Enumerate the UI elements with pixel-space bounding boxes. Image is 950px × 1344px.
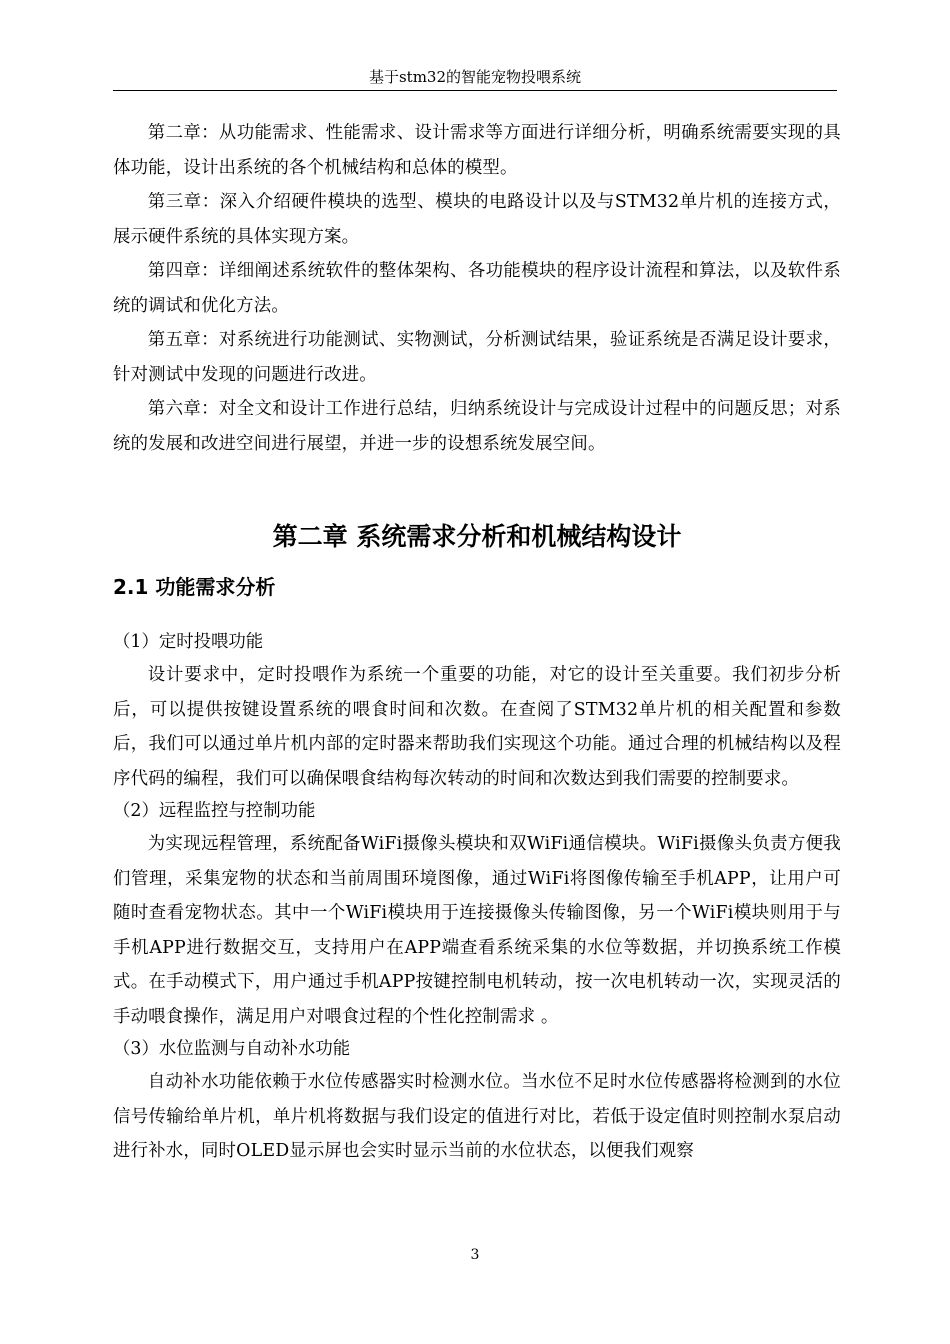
page-number: 3 <box>470 1247 480 1263</box>
section-title: 2.1 功能需求分析 <box>113 575 276 599</box>
page-header: 基于stm32的智能宠物投喂系统 <box>368 68 582 86</box>
item-text-water-level: 自动补水功能依赖于水位传感器实时检测水位。当水位不足时水位传感器将检测到的水位信号传输给单片机，单片机将数据与我们设定的值进行对比，若低于设定值时则控制水泵启动进行补水，同时OLED显示屏也会实时显示当前的水位状态，以便我们观察 <box>113 1072 841 1161</box>
item-label-timed-feeding: （1）定时投喂功能 <box>113 632 264 652</box>
intro-paragraph-chapter4: 第四章：详细阐述系统软件的整体架构、各功能模块的程序设计流程和算法，以及软件系统的调试和优化方法。 <box>113 261 841 316</box>
item-label-water-level: （3）水位监测与自动补水功能 <box>113 1039 351 1059</box>
item-text-remote-monitoring: 为实现远程管理，系统配备WiFi摄像头模块和双WiFi通信模块。WiFi摄像头负责方便我们管理，采集宠物的状态和当前周围环境图像，通过WiFi将图像传输至手机APP，让用户可随时查看宠物状态。其中一个WiFi模块用于连接摄像头传输图像，另一个WiFi模块则用于与手机APP进行数据交互，支持用户在APP端查看系统采集的水位等数据，并切换系统工作模式。在手动模式下，用户通过手机APP按键控制电机转动，按一次电机转动一次，实现灵活的手动喂食操作，满足用户对喂食过程的个性化控制需求 。 <box>113 834 841 1027</box>
item-text-timed-feeding: 设计要求中，定时投喂作为系统一个重要的功能，对它的设计至关重要。我们初步分析后，可以提供按键设置系统的喂食时间和次数。在查阅了STM32单片机的相关配置和参数后，我们可以通过单片机内部的定时器来帮助我们实现这个功能。通过合理的机械结构以及程序代码的编程，我们可以确保喂食结构每次转动的时间和次数达到我们需要的控制要求。 <box>113 665 841 789</box>
intro-paragraph-chapter6: 第六章：对全文和设计工作进行总结，归纳系统设计与完成设计过程中的问题反思；对系统的发展和改进空间进行展望，并进一步的设想系统发展空间。 <box>113 399 841 454</box>
intro-paragraph-chapter2: 第二章：从功能需求、性能需求、设计需求等方面进行详细分析，明确系统需要实现的具体功能，设计出系统的各个机械结构和总体的模型。 <box>113 123 841 178</box>
header-rule <box>113 90 837 91</box>
item-label-remote-monitoring: （2）远程监控与控制功能 <box>113 801 316 821</box>
intro-paragraph-chapter3: 第三章：深入介绍硬件模块的选型、模块的电路设计以及与STM32单片机的连接方式，展示硬件系统的具体实现方案。 <box>113 192 841 247</box>
chapter-title: 第二章 系统需求分析和机械结构设计 <box>272 522 682 551</box>
page-content <box>113 116 841 1169</box>
intro-paragraph-chapter5: 第五章：对系统进行功能测试、实物测试，分析测试结果，验证系统是否满足设计要求，针对测试中发现的问题进行改进。 <box>113 330 841 385</box>
